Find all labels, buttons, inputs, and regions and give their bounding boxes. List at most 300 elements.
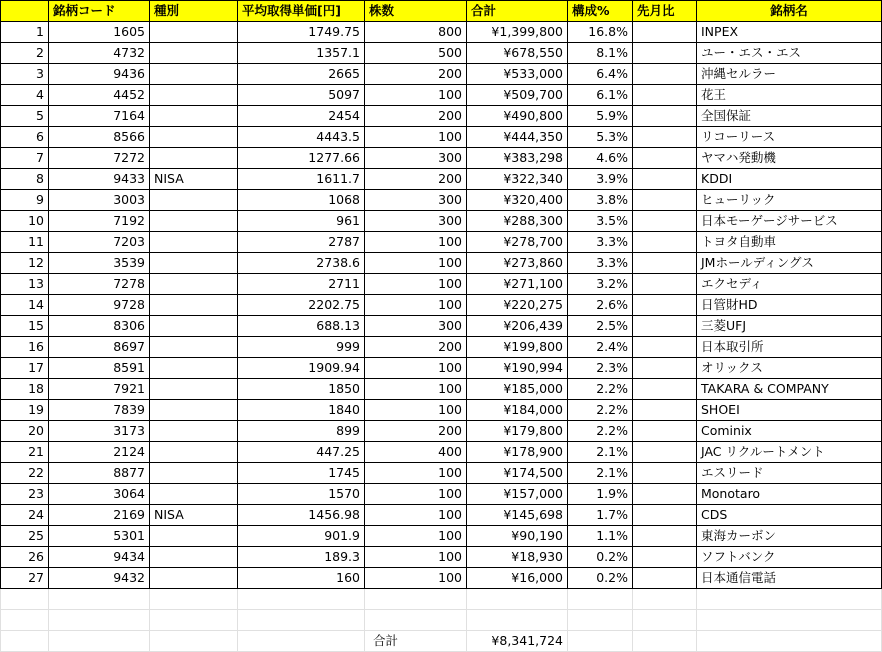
type-cell[interactable]: [150, 337, 238, 358]
avg-price-cell[interactable]: 1850: [238, 379, 365, 400]
mom-cell[interactable]: [633, 85, 697, 106]
code-cell[interactable]: 2169: [49, 505, 150, 526]
total-cell[interactable]: ¥509,700: [467, 85, 568, 106]
empty-cell[interactable]: [1, 589, 49, 610]
header-cell-code[interactable]: 銘柄コード: [49, 1, 150, 22]
row-index-cell[interactable]: 19: [1, 400, 49, 421]
shares-cell[interactable]: 300: [365, 211, 467, 232]
avg-price-cell[interactable]: 2787: [238, 232, 365, 253]
code-cell[interactable]: 7278: [49, 274, 150, 295]
total-cell[interactable]: ¥18,930: [467, 547, 568, 568]
mom-cell[interactable]: [633, 421, 697, 442]
name-cell[interactable]: ヤマハ発動機: [697, 148, 882, 169]
ratio-cell[interactable]: 2.5%: [568, 316, 633, 337]
ratio-cell[interactable]: 2.2%: [568, 379, 633, 400]
name-cell[interactable]: 日本取引所: [697, 337, 882, 358]
code-cell[interactable]: 8697: [49, 337, 150, 358]
table-row: [1, 295, 882, 316]
table-row: [1, 568, 882, 589]
avg-price-cell[interactable]: 5097: [238, 85, 365, 106]
code-cell[interactable]: 7921: [49, 379, 150, 400]
total-cell[interactable]: ¥206,439: [467, 316, 568, 337]
avg-price-cell[interactable]: 1456.98: [238, 505, 365, 526]
total-cell[interactable]: ¥320,400: [467, 190, 568, 211]
mom-cell[interactable]: [633, 568, 697, 589]
ratio-cell[interactable]: 3.5%: [568, 211, 633, 232]
shares-cell[interactable]: 100: [365, 568, 467, 589]
mom-cell[interactable]: [633, 295, 697, 316]
shares-cell[interactable]: 200: [365, 337, 467, 358]
total-cell[interactable]: ¥179,800: [467, 421, 568, 442]
mom-cell[interactable]: [633, 316, 697, 337]
name-cell[interactable]: エスリード: [697, 463, 882, 484]
avg-price-cell[interactable]: 961: [238, 211, 365, 232]
mom-cell[interactable]: [633, 253, 697, 274]
row-index-cell[interactable]: 22: [1, 463, 49, 484]
code-cell[interactable]: 3173: [49, 421, 150, 442]
table-row: [1, 316, 882, 337]
row-index-cell[interactable]: 18: [1, 379, 49, 400]
shares-cell[interactable]: 100: [365, 547, 467, 568]
row-index-cell[interactable]: 8: [1, 169, 49, 190]
shares-cell[interactable]: 100: [365, 505, 467, 526]
mom-cell[interactable]: [633, 106, 697, 127]
row-index-cell[interactable]: 6: [1, 127, 49, 148]
ratio-cell[interactable]: 3.2%: [568, 274, 633, 295]
row-index-cell[interactable]: 11: [1, 232, 49, 253]
type-cell[interactable]: [150, 421, 238, 442]
avg-price-cell[interactable]: 1749.75: [238, 22, 365, 43]
avg-price-cell[interactable]: 2202.75: [238, 295, 365, 316]
empty-cell[interactable]: [697, 610, 882, 631]
empty-cell[interactable]: [1, 631, 49, 652]
empty-cell[interactable]: [467, 589, 568, 610]
ratio-cell[interactable]: 6.4%: [568, 64, 633, 85]
empty-cell[interactable]: [568, 631, 633, 652]
total-cell[interactable]: ¥1,399,800: [467, 22, 568, 43]
row-index-cell[interactable]: 21: [1, 442, 49, 463]
code-cell[interactable]: 4452: [49, 85, 150, 106]
code-cell[interactable]: 2124: [49, 442, 150, 463]
shares-cell[interactable]: 100: [365, 274, 467, 295]
type-cell[interactable]: [150, 211, 238, 232]
row-index-cell[interactable]: 14: [1, 295, 49, 316]
mom-cell[interactable]: [633, 337, 697, 358]
avg-price-cell[interactable]: 4443.5: [238, 127, 365, 148]
ratio-cell[interactable]: 3.3%: [568, 232, 633, 253]
header-cell-total[interactable]: 合計: [467, 1, 568, 22]
name-cell[interactable]: JAC リクルートメント: [697, 442, 882, 463]
empty-cell[interactable]: [568, 610, 633, 631]
summary-value[interactable]: ¥8,341,724: [467, 631, 568, 652]
shares-cell[interactable]: 200: [365, 106, 467, 127]
avg-price-cell[interactable]: 160: [238, 568, 365, 589]
ratio-cell[interactable]: 1.1%: [568, 526, 633, 547]
total-cell[interactable]: ¥174,500: [467, 463, 568, 484]
code-cell[interactable]: 8566: [49, 127, 150, 148]
header-cell-index[interactable]: [1, 1, 49, 22]
total-cell[interactable]: ¥271,100: [467, 274, 568, 295]
avg-price-cell[interactable]: 999: [238, 337, 365, 358]
mom-cell[interactable]: [633, 211, 697, 232]
ratio-cell[interactable]: 2.1%: [568, 442, 633, 463]
mom-cell[interactable]: [633, 43, 697, 64]
code-cell[interactable]: 8591: [49, 358, 150, 379]
empty-cell[interactable]: [49, 589, 150, 610]
total-cell[interactable]: ¥278,700: [467, 232, 568, 253]
table-row: [1, 43, 882, 64]
ratio-cell[interactable]: 4.6%: [568, 148, 633, 169]
empty-cell[interactable]: [150, 631, 238, 652]
empty-cell[interactable]: [568, 589, 633, 610]
total-cell[interactable]: ¥678,550: [467, 43, 568, 64]
mom-cell[interactable]: [633, 232, 697, 253]
avg-price-cell[interactable]: 901.9: [238, 526, 365, 547]
row-index-cell[interactable]: 5: [1, 106, 49, 127]
mom-cell[interactable]: [633, 169, 697, 190]
blank-row: [1, 610, 882, 631]
empty-cell[interactable]: [365, 589, 467, 610]
shares-cell[interactable]: 100: [365, 85, 467, 106]
total-cell[interactable]: ¥199,800: [467, 337, 568, 358]
type-cell[interactable]: [150, 43, 238, 64]
code-cell[interactable]: 3064: [49, 484, 150, 505]
row-index-cell[interactable]: 24: [1, 505, 49, 526]
avg-price-cell[interactable]: 1745: [238, 463, 365, 484]
name-cell[interactable]: リコーリース: [697, 127, 882, 148]
row-index-cell[interactable]: 9: [1, 190, 49, 211]
header-cell-ratio[interactable]: 構成%: [568, 1, 633, 22]
type-cell[interactable]: [150, 148, 238, 169]
type-cell[interactable]: [150, 274, 238, 295]
name-cell[interactable]: KDDI: [697, 169, 882, 190]
avg-price-cell[interactable]: 2711: [238, 274, 365, 295]
name-cell[interactable]: INPEX: [697, 22, 882, 43]
name-cell[interactable]: ユー・エス・エス: [697, 43, 882, 64]
ratio-cell[interactable]: 5.9%: [568, 106, 633, 127]
ratio-cell[interactable]: 3.3%: [568, 253, 633, 274]
row-index-cell[interactable]: 12: [1, 253, 49, 274]
shares-cell[interactable]: 800: [365, 22, 467, 43]
code-cell[interactable]: 4732: [49, 43, 150, 64]
total-cell[interactable]: ¥178,900: [467, 442, 568, 463]
shares-cell[interactable]: 100: [365, 484, 467, 505]
total-cell[interactable]: ¥90,190: [467, 526, 568, 547]
mom-cell[interactable]: [633, 148, 697, 169]
empty-cell[interactable]: [1, 610, 49, 631]
name-cell[interactable]: 日管財HD: [697, 295, 882, 316]
code-cell[interactable]: 7164: [49, 106, 150, 127]
name-cell[interactable]: 沖縄セルラー: [697, 64, 882, 85]
table-row: [1, 484, 882, 505]
mom-cell[interactable]: [633, 526, 697, 547]
header-cell-avg-price[interactable]: 平均取得単価[円]: [238, 1, 365, 22]
shares-cell[interactable]: 200: [365, 421, 467, 442]
name-cell[interactable]: トヨタ自動車: [697, 232, 882, 253]
empty-cell[interactable]: [49, 631, 150, 652]
empty-cell[interactable]: [150, 589, 238, 610]
table-row: [1, 526, 882, 547]
table-row: [1, 400, 882, 421]
total-cell[interactable]: ¥190,994: [467, 358, 568, 379]
name-cell[interactable]: JMホールディングス: [697, 253, 882, 274]
empty-cell[interactable]: [238, 631, 365, 652]
code-cell[interactable]: 7272: [49, 148, 150, 169]
empty-cell[interactable]: [633, 589, 697, 610]
avg-price-cell[interactable]: 899: [238, 421, 365, 442]
total-cell[interactable]: ¥288,300: [467, 211, 568, 232]
avg-price-cell[interactable]: 1909.94: [238, 358, 365, 379]
table-row: [1, 22, 882, 43]
shares-cell[interactable]: 100: [365, 253, 467, 274]
type-cell[interactable]: NISA: [150, 169, 238, 190]
empty-cell[interactable]: [49, 610, 150, 631]
total-cell[interactable]: ¥16,000: [467, 568, 568, 589]
mom-cell[interactable]: [633, 64, 697, 85]
code-cell[interactable]: 9432: [49, 568, 150, 589]
total-cell[interactable]: ¥220,275: [467, 295, 568, 316]
empty-cell[interactable]: [150, 610, 238, 631]
avg-price-cell[interactable]: 1840: [238, 400, 365, 421]
name-cell[interactable]: ソフトバンク: [697, 547, 882, 568]
name-cell[interactable]: TAKARA & COMPANY: [697, 379, 882, 400]
code-cell[interactable]: 3003: [49, 190, 150, 211]
ratio-cell[interactable]: 2.1%: [568, 463, 633, 484]
mom-cell[interactable]: [633, 358, 697, 379]
code-cell[interactable]: 8306: [49, 316, 150, 337]
code-cell[interactable]: 9436: [49, 64, 150, 85]
ratio-cell[interactable]: 1.7%: [568, 505, 633, 526]
mom-cell[interactable]: [633, 274, 697, 295]
empty-cell[interactable]: [365, 610, 467, 631]
type-cell[interactable]: [150, 316, 238, 337]
avg-price-cell[interactable]: 1570: [238, 484, 365, 505]
table-row: [1, 421, 882, 442]
ratio-cell[interactable]: 2.3%: [568, 358, 633, 379]
avg-price-cell[interactable]: 447.25: [238, 442, 365, 463]
total-cell[interactable]: ¥322,340: [467, 169, 568, 190]
header-cell-shares[interactable]: 株数: [365, 1, 467, 22]
shares-cell[interactable]: 200: [365, 169, 467, 190]
mom-cell[interactable]: [633, 400, 697, 421]
type-cell[interactable]: NISA: [150, 505, 238, 526]
name-cell[interactable]: 日本モーゲージサービス: [697, 211, 882, 232]
code-cell[interactable]: 1605: [49, 22, 150, 43]
ratio-cell[interactable]: 5.3%: [568, 127, 633, 148]
empty-cell[interactable]: [467, 610, 568, 631]
avg-price-cell[interactable]: 2454: [238, 106, 365, 127]
name-cell[interactable]: 日本通信電話: [697, 568, 882, 589]
ratio-cell[interactable]: 3.8%: [568, 190, 633, 211]
mom-cell[interactable]: [633, 547, 697, 568]
empty-cell[interactable]: [697, 631, 882, 652]
total-cell[interactable]: ¥383,298: [467, 148, 568, 169]
mom-cell[interactable]: [633, 379, 697, 400]
row-index-cell[interactable]: 2: [1, 43, 49, 64]
name-cell[interactable]: 全国保証: [697, 106, 882, 127]
shares-cell[interactable]: 100: [365, 400, 467, 421]
ratio-cell[interactable]: 2.2%: [568, 400, 633, 421]
code-cell[interactable]: 8877: [49, 463, 150, 484]
row-index-cell[interactable]: 10: [1, 211, 49, 232]
mom-cell[interactable]: [633, 127, 697, 148]
type-cell[interactable]: [150, 253, 238, 274]
name-cell[interactable]: CDS: [697, 505, 882, 526]
table-row: [1, 253, 882, 274]
shares-cell[interactable]: 100: [365, 232, 467, 253]
total-cell[interactable]: ¥145,698: [467, 505, 568, 526]
row-index-cell[interactable]: 26: [1, 547, 49, 568]
ratio-cell[interactable]: 1.9%: [568, 484, 633, 505]
type-cell[interactable]: [150, 526, 238, 547]
ratio-cell[interactable]: 2.4%: [568, 337, 633, 358]
type-cell[interactable]: [150, 232, 238, 253]
type-cell[interactable]: [150, 400, 238, 421]
code-cell[interactable]: 9433: [49, 169, 150, 190]
code-cell[interactable]: 7839: [49, 400, 150, 421]
type-cell[interactable]: [150, 295, 238, 316]
total-cell[interactable]: ¥184,000: [467, 400, 568, 421]
summary-label[interactable]: 合計: [365, 631, 467, 652]
total-cell[interactable]: ¥273,860: [467, 253, 568, 274]
ratio-cell[interactable]: 2.2%: [568, 421, 633, 442]
header-cell-name[interactable]: 銘柄名: [697, 1, 882, 22]
shares-cell[interactable]: 100: [365, 379, 467, 400]
type-cell[interactable]: [150, 127, 238, 148]
shares-cell[interactable]: 200: [365, 64, 467, 85]
row-index-cell[interactable]: 20: [1, 421, 49, 442]
shares-cell[interactable]: 100: [365, 295, 467, 316]
type-cell[interactable]: [150, 190, 238, 211]
row-index-cell[interactable]: 3: [1, 64, 49, 85]
table-row: [1, 148, 882, 169]
ratio-cell[interactable]: 0.2%: [568, 547, 633, 568]
type-cell[interactable]: [150, 463, 238, 484]
avg-price-cell[interactable]: 1068: [238, 190, 365, 211]
table-row: [1, 274, 882, 295]
code-cell[interactable]: 3539: [49, 253, 150, 274]
code-cell[interactable]: 7192: [49, 211, 150, 232]
type-cell[interactable]: [150, 379, 238, 400]
avg-price-cell[interactable]: 1357.1: [238, 43, 365, 64]
ratio-cell[interactable]: 0.2%: [568, 568, 633, 589]
type-cell[interactable]: [150, 106, 238, 127]
table-row: [1, 547, 882, 568]
table-row: [1, 106, 882, 127]
row-index-cell[interactable]: 4: [1, 85, 49, 106]
name-cell[interactable]: 三菱UFJ: [697, 316, 882, 337]
row-index-cell[interactable]: 25: [1, 526, 49, 547]
total-cell[interactable]: ¥533,000: [467, 64, 568, 85]
code-cell[interactable]: 9728: [49, 295, 150, 316]
row-index-cell[interactable]: 17: [1, 358, 49, 379]
name-cell[interactable]: 東海カーボン: [697, 526, 882, 547]
shares-cell[interactable]: 100: [365, 526, 467, 547]
mom-cell[interactable]: [633, 22, 697, 43]
table-row: [1, 169, 882, 190]
header-cell-mom[interactable]: 先月比: [633, 1, 697, 22]
total-cell[interactable]: ¥490,800: [467, 106, 568, 127]
row-index-cell[interactable]: 27: [1, 568, 49, 589]
type-cell[interactable]: [150, 484, 238, 505]
type-cell[interactable]: [150, 22, 238, 43]
code-cell[interactable]: 7203: [49, 232, 150, 253]
total-cell[interactable]: ¥185,000: [467, 379, 568, 400]
avg-price-cell[interactable]: 2665: [238, 64, 365, 85]
name-cell[interactable]: Monotaro: [697, 484, 882, 505]
name-cell[interactable]: SHOEI: [697, 400, 882, 421]
total-cell[interactable]: ¥157,000: [467, 484, 568, 505]
name-cell[interactable]: ヒューリック: [697, 190, 882, 211]
ratio-cell[interactable]: 2.6%: [568, 295, 633, 316]
table-row: [1, 127, 882, 148]
empty-cell[interactable]: [238, 589, 365, 610]
mom-cell[interactable]: [633, 190, 697, 211]
table-row: [1, 64, 882, 85]
shares-cell[interactable]: 100: [365, 463, 467, 484]
mom-cell[interactable]: [633, 484, 697, 505]
empty-cell[interactable]: [697, 589, 882, 610]
avg-price-cell[interactable]: 1611.7: [238, 169, 365, 190]
total-cell[interactable]: ¥444,350: [467, 127, 568, 148]
row-index-cell[interactable]: 16: [1, 337, 49, 358]
row-index-cell[interactable]: 13: [1, 274, 49, 295]
empty-cell[interactable]: [238, 610, 365, 631]
type-cell[interactable]: [150, 85, 238, 106]
shares-cell[interactable]: 100: [365, 127, 467, 148]
type-cell[interactable]: [150, 547, 238, 568]
type-cell[interactable]: [150, 358, 238, 379]
ratio-cell[interactable]: 6.1%: [568, 85, 633, 106]
avg-price-cell[interactable]: 688.13: [238, 316, 365, 337]
mom-cell[interactable]: [633, 505, 697, 526]
ratio-cell[interactable]: 8.1%: [568, 43, 633, 64]
mom-cell[interactable]: [633, 463, 697, 484]
table-row: [1, 85, 882, 106]
shares-cell[interactable]: 400: [365, 442, 467, 463]
code-cell[interactable]: 5301: [49, 526, 150, 547]
summary-row: [1, 631, 882, 652]
name-cell[interactable]: Cominix: [697, 421, 882, 442]
avg-price-cell[interactable]: 2738.6: [238, 253, 365, 274]
avg-price-cell[interactable]: 189.3: [238, 547, 365, 568]
empty-cell[interactable]: [633, 631, 697, 652]
ratio-cell[interactable]: 3.9%: [568, 169, 633, 190]
blank-row: [1, 589, 882, 610]
shares-cell[interactable]: 500: [365, 43, 467, 64]
row-index-cell[interactable]: 15: [1, 316, 49, 337]
code-cell[interactable]: 9434: [49, 547, 150, 568]
row-index-cell[interactable]: 1: [1, 22, 49, 43]
type-cell[interactable]: [150, 442, 238, 463]
shares-cell[interactable]: 300: [365, 148, 467, 169]
header-cell-type[interactable]: 種別: [150, 1, 238, 22]
row-index-cell[interactable]: 7: [1, 148, 49, 169]
name-cell[interactable]: 花王: [697, 85, 882, 106]
avg-price-cell[interactable]: 1277.66: [238, 148, 365, 169]
shares-cell[interactable]: 300: [365, 316, 467, 337]
row-index-cell[interactable]: 23: [1, 484, 49, 505]
shares-cell[interactable]: 300: [365, 190, 467, 211]
type-cell[interactable]: [150, 64, 238, 85]
name-cell[interactable]: エクセディ: [697, 274, 882, 295]
mom-cell[interactable]: [633, 442, 697, 463]
shares-cell[interactable]: 100: [365, 358, 467, 379]
ratio-cell[interactable]: 16.8%: [568, 22, 633, 43]
empty-cell[interactable]: [633, 610, 697, 631]
type-cell[interactable]: [150, 568, 238, 589]
name-cell[interactable]: オリックス: [697, 358, 882, 379]
